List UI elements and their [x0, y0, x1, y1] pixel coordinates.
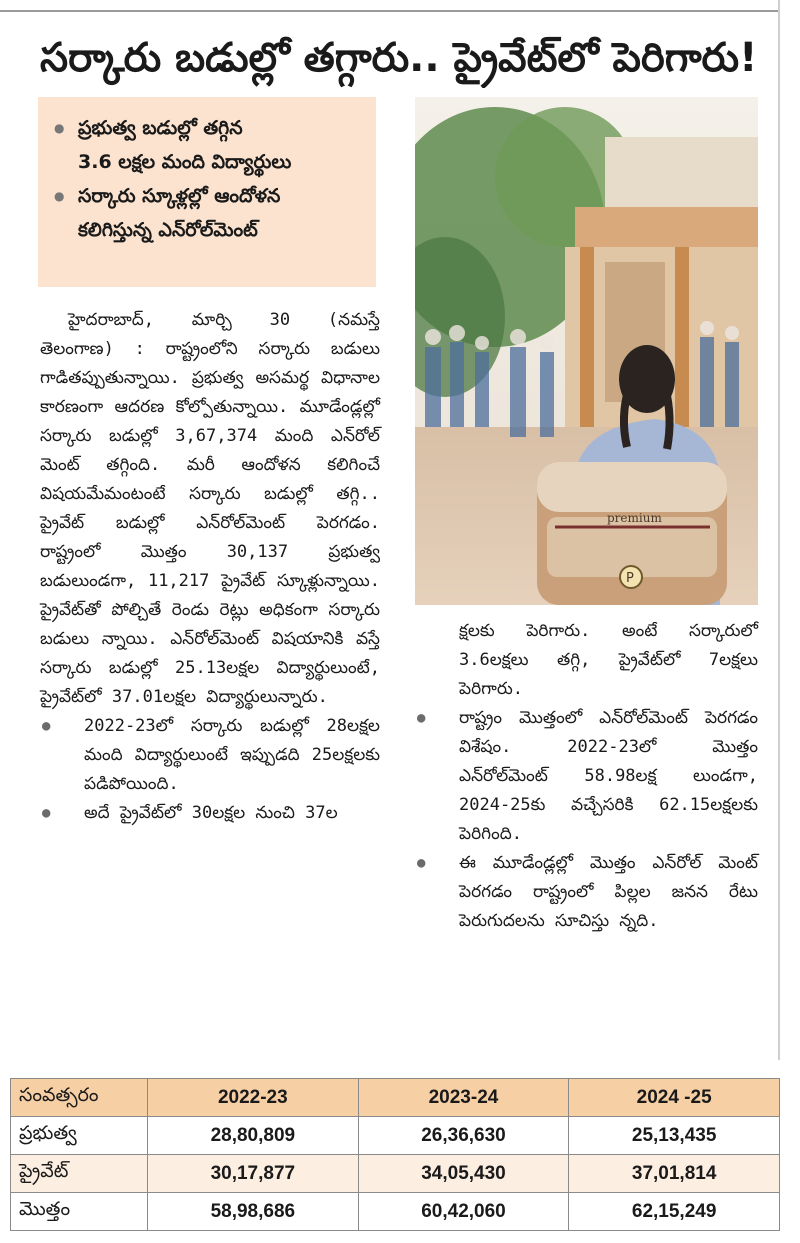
header-year-label: సంవత్సరం [11, 1079, 148, 1117]
bag-brand-text: premium [607, 511, 662, 525]
bag-badge-text: P [626, 571, 634, 586]
row-label: మొత్తం [11, 1193, 148, 1231]
highlight-item-cont: 3.6 లక్షల మంది విద్యార్థులు [78, 151, 292, 173]
bullet-point: ● 2022-23లో సర్కారు బడుల్లో 28లక్షల మంది విద్యార్థులుంటే ఇప్పుడది 25లక్షలకు పడిపోయింది. [40, 712, 380, 799]
highlight-item: ● ప్రభుత్వ బడుల్లో తగ్గిన [50, 111, 366, 145]
row-label: ప్రభుత్వ [11, 1117, 148, 1155]
highlight-item-cont: కలిగిస్తున్న ఎన్‌రోల్‌మెంట్ [78, 219, 258, 241]
table-cell: 28,80,809 [148, 1117, 359, 1155]
header-cell: 2023-24 [358, 1079, 569, 1117]
right-article-column [415, 617, 758, 936]
table-cell: 37,01,814 [569, 1155, 780, 1193]
table-cell: 25,13,435 [569, 1117, 780, 1155]
table-cell: 62,15,249 [569, 1193, 780, 1231]
highlights-box [38, 97, 376, 287]
headline: సర్కారు బడుల్లో తగ్గారు.. ప్రైవేట్‌లో పెరిగారు! [40, 35, 758, 81]
table-header-row [11, 1079, 780, 1117]
schoolgirl-photo [415, 97, 758, 605]
table-cell: 26,36,630 [358, 1117, 569, 1155]
highlight-item: ● సర్కారు స్కూళ్లల్లో ఆందోళన [50, 179, 366, 213]
table-cell: 30,17,877 [148, 1155, 359, 1193]
left-article-column [40, 306, 380, 828]
top-rule [0, 10, 780, 12]
bullet-point: ● రాష్ట్రం మొత్తంలో ఎన్‌రోల్‌మెంట్ పెరగడం విశేషం. 2022-23లో మొత్తం ఎన్‌రోల్‌మెంట్ 58.98లక్ష లుండగా, 2024-25కు వచ్చేసరికి 62.15లక్షలకు పెరిగింది. [415, 704, 758, 849]
bullet-point: ● అదే ప్రైవేట్‌లో 30లక్షల నుంచి 37ల [40, 799, 380, 828]
bullet-point: ● ఈ మూడేండ్లల్లో మొత్తం ఎన్‌రోల్ మెంట్ పెరగడం రాష్ట్రంలో పిల్లల జనన రేటు పెరుగుదలను సూచిస్తు న్నది. [415, 849, 758, 936]
table-cell: 60,42,060 [358, 1193, 569, 1231]
row-label: ప్రైవేట్ [11, 1155, 148, 1193]
table-cell: 34,05,430 [358, 1155, 569, 1193]
bullet-continuation: క్షలకు పెరిగారు. అంటే సర్కారులో 3.6లక్షలు తగ్గి, ప్రైవేట్‌లో 7లక్షలు పెరిగారు. [459, 621, 758, 699]
table-cell: 58,98,686 [148, 1193, 359, 1231]
table-row [11, 1117, 780, 1155]
enrollment-table [10, 1078, 780, 1231]
table-row [11, 1193, 780, 1231]
column-rule [778, 0, 780, 1060]
header-cell: 2024 -25 [569, 1079, 780, 1117]
header-cell: 2022-23 [148, 1079, 359, 1117]
article-paragraph: హైదరాబాద్, మార్చి 30 (నమస్తే తెలంగాణ) : రాష్ట్రంలోని సర్కారు బడులు గాడితప్పుతున్నాయి. ప్రభుత్వ అసమర్థ విధానాల కారణంగా ఆదరణ కోల్పోతున్నాయి. మూడేండ్లల్లో సర్కారు బడుల్లో 3,67,374 మంది ఎన్‌రోల్ మెంట్ తగ్గింది. మరీ ఆందోళన కలిగించే విషయమేమంటంటే సర్కారు బడుల్లో తగ్గి.. ప్రైవేట్ బడుల్లో ఎన్‌రోల్‌మెంట్ పెరగడం. రాష్ట్రంలో మొత్తం 30,137 ప్రభుత్వ బడులుండగా, 11,217 ప్రైవేట్ స్కూళ్లున్నాయి. ప్రైవేట్‌తో పోల్చితే రెండు రెట్లు అధికంగా సర్కారు బడులు న్నాయి. ఎన్‌రోల్‌మెంట్ విషయానికి వస్తే సర్కారు బడుల్లో 25.13లక్షల విద్యార్థులుంటే, ప్రైవేట్‌లో 37.01లక్షల విద్యార్థులున్నారు. [40, 310, 380, 707]
table-row [11, 1155, 780, 1193]
